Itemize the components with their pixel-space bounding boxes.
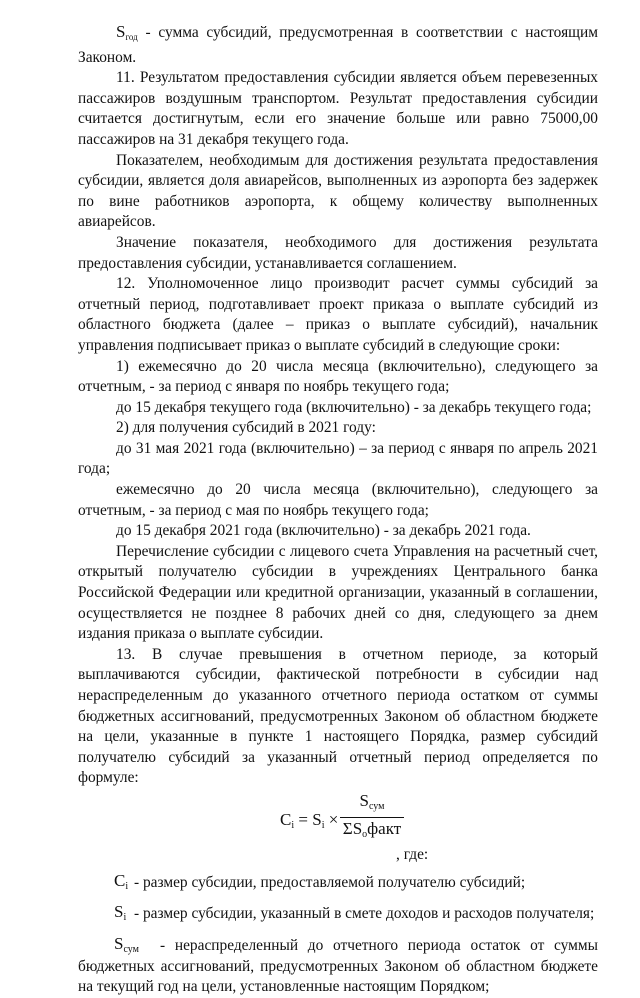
paragraph-s-god [78, 22, 598, 68]
formula-numerator [340, 791, 404, 816]
def-ssum: S [114, 934, 124, 954]
formula-denominator [340, 819, 404, 844]
paragraph-indicator-value: Значение показателя, необходимого для достижения результата предоставления субсидии, устанавливается соглашением. [78, 233, 598, 272]
formula-lhs [280, 810, 338, 837]
formula-where: , где: [396, 845, 429, 863]
paragraph-12: 12. Уполномоченное лицо производит расчет суммы субсидий за отчетный период, подготавливает проект приказа о выплате субсидий из областного бюджета (далее – приказ о выплате субсидий), начальник управления подписывает приказ о выплате субсидий в следующие сроки: [78, 275, 598, 354]
def-c: C [114, 870, 126, 890]
definition-si [78, 901, 598, 925]
def-symbol-ci [114, 871, 128, 898]
formula-num-s: S [359, 790, 369, 810]
definition-ssum [78, 936, 598, 998]
def-symbol-si [114, 902, 126, 929]
def-symbol-ssum [114, 934, 139, 961]
def-ssum-sub: сум [123, 944, 139, 956]
formula-num-sub: сум [368, 800, 385, 812]
paragraph-term-may-2021: до 31 мая 2021 года (включительно) – за период с января по апрель 2021 года; [78, 439, 598, 478]
definition-ci [78, 870, 598, 894]
formula-s-sub: i [321, 819, 325, 831]
symbol-s: S [116, 22, 126, 41]
formula-times: × [324, 809, 339, 829]
formula-den-sub: o [362, 828, 368, 840]
paragraph-11: 11. Результатом предоставления субсидии является объем перевезенных пассажиров воздушным транспортом. Результат предоставления субсидии считается достигнутым, если его значение больше или равно 75000,00 пассажиров на 31 декабря текущего года. [78, 69, 598, 148]
formula-where-line [78, 845, 598, 871]
def-s: S [114, 901, 124, 921]
def-text-ci: - размер субсидии, предоставляемой получателю субсидий; [134, 873, 526, 891]
document-body [78, 22, 598, 998]
formula-equals: = [294, 809, 313, 829]
paragraph-term-december: до 15 декабря текущего года (включительно) - за декабрь текущего года; [116, 398, 592, 416]
formula-c-sub: i [291, 819, 295, 831]
subsidy-formula [78, 791, 598, 849]
def-s-sub: i [123, 911, 127, 923]
def-text-ssum: - нераспределенный до отчетного периода остаток от суммы бюджетных ассигнований, предусмотренных Законом об областном бюджете на текущий год на цели, установленные настоящим Порядком; [78, 937, 598, 996]
subscript-god: год [125, 32, 138, 42]
formula-den-s: S [352, 818, 363, 838]
formula-c: C [280, 809, 292, 829]
formula-sigma: Σ [342, 818, 353, 838]
def-c-sub: i [125, 880, 129, 892]
paragraph-term-1: 1) ежемесячно до 20 числа месяца (включительно), следующего за отчетным, - за период с января по ноябрь текущего года; [78, 357, 598, 396]
paragraph-term-monthly-2021: ежемесячно до 20 числа месяца (включительно), следующего за отчетным, - за период с мая по ноябрь текущего года; [78, 481, 598, 519]
paragraph-term-december-2021: до 15 декабря 2021 года (включительно) - за декабрь 2021 года. [116, 522, 531, 540]
formula-den-tail: факт [367, 818, 402, 838]
paragraph-transfer: Перечисление субсидии с лицевого счета Управления на расчетный счет, открытый получателю субсидии в учреждениях Центрального банка Российской Федерации или кредитной организации, указанный в соглашении, осуществляется не позднее 8 рабочих дней со дня, следующего за днем издания приказа о выплате субсидии. [78, 542, 598, 643]
paragraph-indicator: Показателем, необходимым для достижения результата предоставления субсидии, является доля авиарейсов, выполненных из аэропорта без задержек по вине работников аэропорта, к общему количеству выполненных авиарейсов. [78, 151, 598, 231]
paragraph-text: - сумма субсидий, предусмотренная в соответствии с настоящим Законом. [78, 24, 598, 66]
def-text-si: - размер субсидии, указанный в смете доходов и расходов получателя; [134, 904, 595, 922]
paragraph-term-2: 2) для получения субсидий в 2021 году: [116, 419, 376, 437]
fraction-bar [340, 817, 404, 818]
paragraph-13: 13. В случае превышения в отчетном периоде, за который выплачиваются субсидии, фактической потребности в субсидии над нераспределенным до указанного отчетного периода остатком от суммы бюджетных ассигнований, предусмотренных Законом об областном бюджете на цели, указанные в пункте 1 настоящего Порядка, размер субсидий получателю субсидий за указанный отчетный период определяется по формуле: [78, 645, 598, 787]
formula-s: S [312, 809, 322, 829]
formula-fraction [340, 791, 404, 844]
